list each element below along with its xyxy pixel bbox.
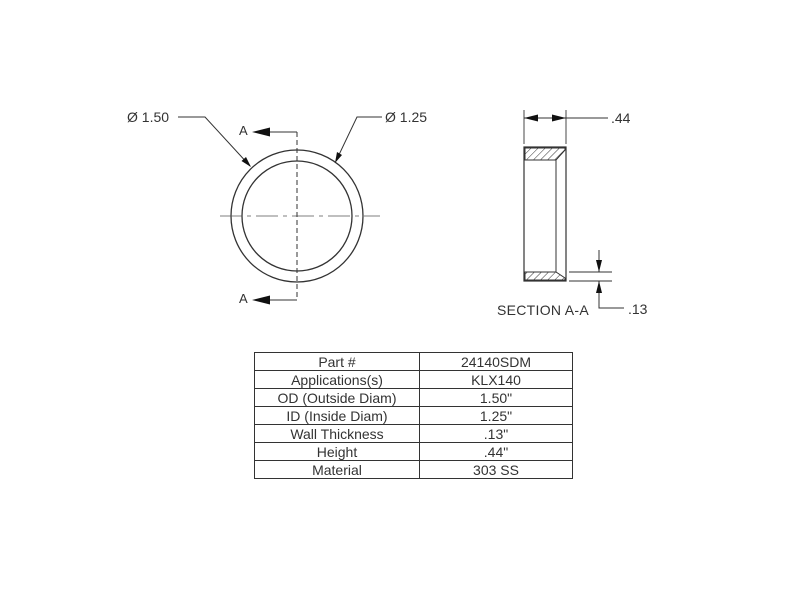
od-dimension: Ø 1.50 [127, 109, 170, 125]
section-view [497, 110, 648, 318]
row-value: 24140SDM [420, 353, 573, 371]
row-label: Wall Thickness [255, 425, 420, 443]
row-value: 1.25" [420, 407, 573, 425]
row-value: .13" [420, 425, 573, 443]
section-arrow-bottom [252, 296, 270, 305]
table-row [255, 371, 573, 389]
table-row [255, 461, 573, 479]
table-row [255, 407, 573, 425]
front-view [127, 109, 427, 306]
row-value: 303 SS [420, 461, 573, 479]
id-dimension: Ø 1.25 [385, 109, 428, 125]
section-marker-bottom: A [239, 291, 248, 306]
row-label: ID (Inside Diam) [255, 407, 420, 425]
table-row [255, 443, 573, 461]
section-hatch-top [525, 148, 565, 160]
section-hatch-bottom [525, 272, 565, 280]
wall-dimension: .13 [628, 301, 648, 317]
row-value: .44" [420, 443, 573, 461]
table-row [255, 353, 573, 371]
row-label: OD (Outside Diam) [255, 389, 420, 407]
row-label: Applications(s) [255, 371, 420, 389]
section-title: SECTION A-A [497, 302, 589, 318]
row-value: KLX140 [420, 371, 573, 389]
id-leader [336, 117, 382, 161]
row-label: Material [255, 461, 420, 479]
height-dimension: .44 [611, 110, 631, 126]
row-label: Part # [255, 353, 420, 371]
section-marker-top: A [239, 123, 248, 138]
section-arrow-top [252, 128, 270, 137]
row-label: Height [255, 443, 420, 461]
table-row [255, 389, 573, 407]
row-value: 1.50" [420, 389, 573, 407]
table-row [255, 425, 573, 443]
spec-table [254, 352, 573, 479]
